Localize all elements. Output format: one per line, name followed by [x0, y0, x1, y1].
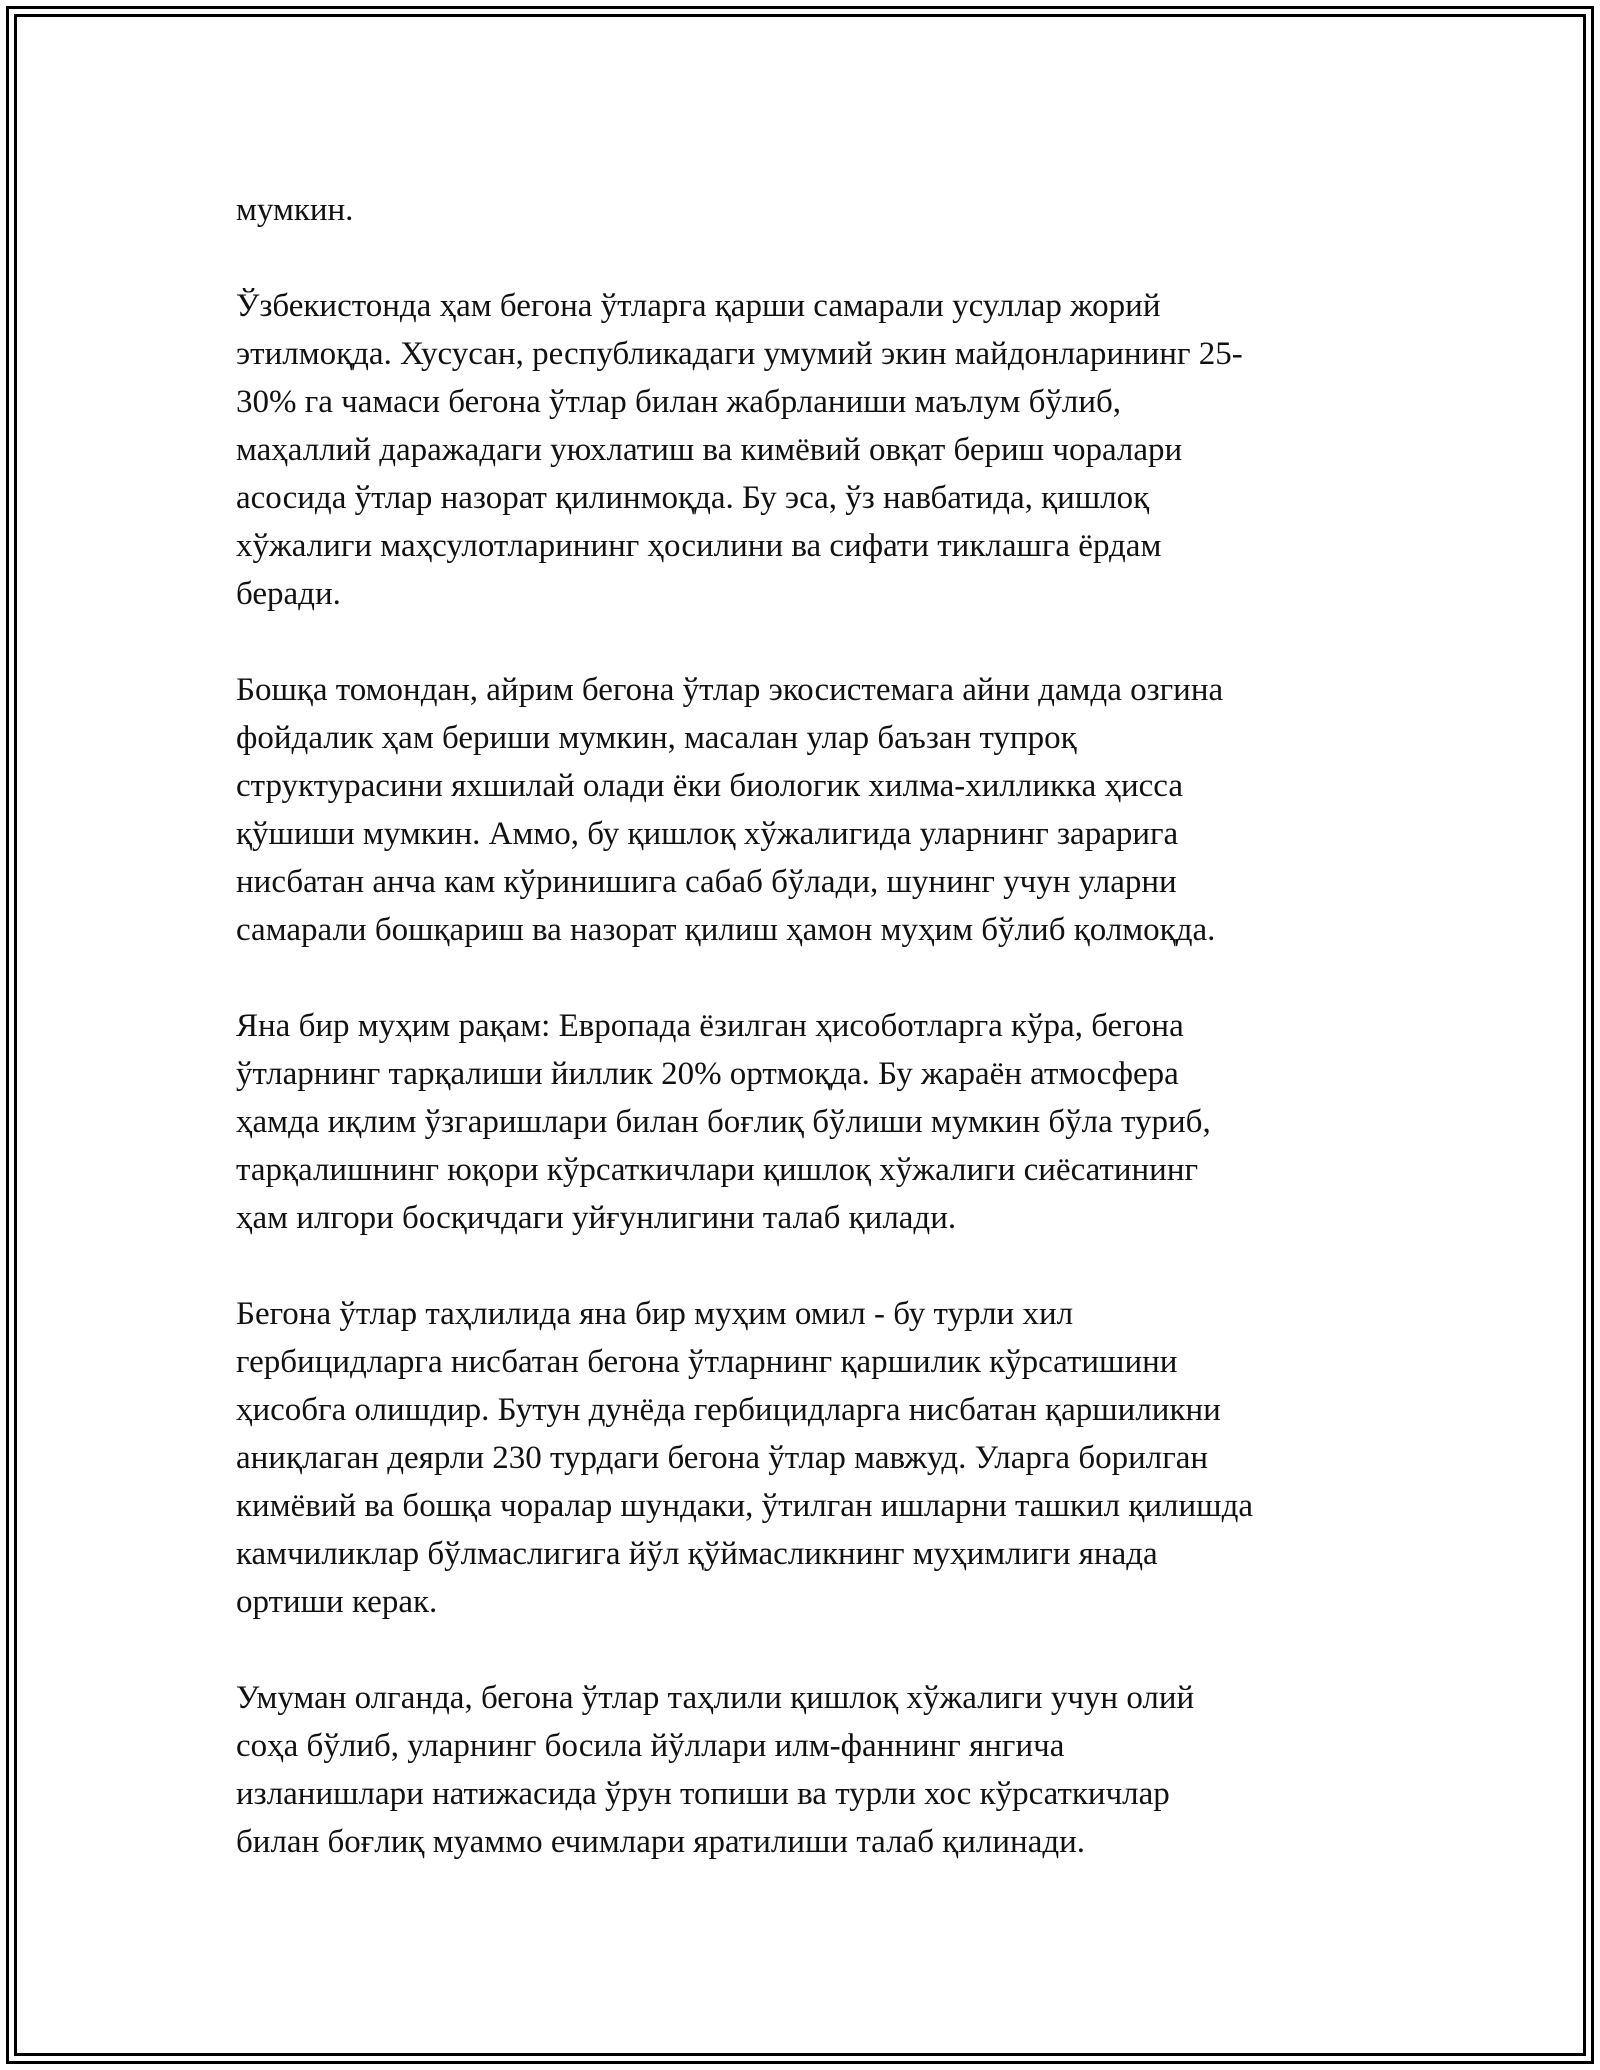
paragraph-6 — [236, 1674, 1396, 1866]
text-line: камчиликлар бўлмаслигига йўл қўймасликнинг муҳимлиги янада — [236, 1536, 1158, 1572]
text-line: нисбатан анча кам кўринишига сабаб бўлади, шунинг учун уларни — [236, 864, 1177, 900]
text-line: ортиши керак. — [236, 1584, 438, 1620]
text-line: самарали бошқариш ва назорат қилиш ҳамон муҳим бўлиб қолмоқда. — [236, 912, 1216, 948]
text-line: хўжалиги маҳсулотларининг ҳосилини ва сифати тиклашга ёрдам — [236, 528, 1162, 564]
paragraph-5 — [236, 1290, 1396, 1626]
text-line: ҳам илгори босқичдаги уйғунлигини талаб қилади. — [236, 1200, 957, 1236]
text-line: кимёвий ва бошқа чоралар шундаки, ўтилган ишларни ташкил қилишда — [236, 1488, 1254, 1524]
text-line: маҳаллий даражадаги уюхлатиш ва кимёвий овқат бериш чоралари — [236, 432, 1183, 468]
text-line: билан боғлиқ муаммо ечимлари яратилиши талаб қилинади. — [236, 1824, 1086, 1860]
text-line: ўтларнинг тарқалиши йиллик 20% ортмоқда. Бу жараён атмосфера — [236, 1056, 1179, 1092]
text-line: ҳисобга олишдир. Бутун дунёда гербицидларга нисбатан қаршиликни — [236, 1392, 1221, 1428]
text-line: мумкин. — [236, 192, 354, 228]
paragraph-3 — [236, 666, 1396, 954]
text-line: гербицидларга нисбатан бегона ўтларнинг қаршилик кўрсатишини — [236, 1344, 1178, 1380]
text-line: ҳамда иқлим ўзгаришлари билан боғлиқ бўлиши мумкин бўла туриб, — [236, 1104, 1211, 1140]
text-line: изланишлари натижасида ўрун топиши ва турли хос кўрсаткичлар — [236, 1776, 1170, 1812]
text-line: асосида ўтлар назорат қилинмоқда. Бу эса, ўз навбатида, қишлоқ — [236, 480, 1150, 516]
text-line: қўшиши мумкин. Аммо, бу қишлоқ хўжалигида уларнинг зарарига — [236, 816, 1179, 852]
paragraph-2 — [236, 282, 1396, 618]
text-line: Бегона ўтлар таҳлилида яна бир муҳим омил - бу турли хил — [236, 1296, 1074, 1332]
text-line: Ўзбекистонда ҳам бегона ўтларга қарши самарали усуллар жорий — [236, 288, 1161, 324]
text-line: этилмоқда. Хусусан, республикадаги умумий экин майдонларининг 25- — [236, 336, 1243, 372]
text-line: Яна бир муҳим рақам: Европада ёзилган ҳисоботларга кўра, бегона — [236, 1008, 1184, 1044]
text-line: беради. — [236, 576, 341, 612]
text-line: структурасини яхшилай олади ёки биологик хилма-хилликка ҳисса — [236, 768, 1183, 804]
paragraph-1 — [236, 186, 1396, 234]
text-line: соҳа бўлиб, уларнинг босила йўллари илм-фаннинг янгича — [236, 1728, 1065, 1764]
paragraph-4 — [236, 1002, 1396, 1242]
text-line: аниқлаган деярли 230 турдаги бегона ўтлар мавжуд. Уларга борилган — [236, 1440, 1209, 1476]
text-line: 30% га чамаси бегона ўтлар билан жабрланиши маълум бўлиб, — [236, 384, 1122, 420]
text-line: тарқалишнинг юқори кўрсаткичлари қишлоқ хўжалиги сиёсатининг — [236, 1152, 1199, 1188]
text-line: Умуман олганда, бегона ўтлар таҳлили қишлоқ хўжалиги учун олий — [236, 1680, 1195, 1716]
text-line: Бошқа томондан, айрим бегона ўтлар экосистемага айни дамда озгина — [236, 672, 1224, 708]
text-line: фойдалик ҳам бериши мумкин, масалан улар баъзан тупроқ — [236, 720, 1077, 756]
document-body — [236, 186, 1396, 1914]
